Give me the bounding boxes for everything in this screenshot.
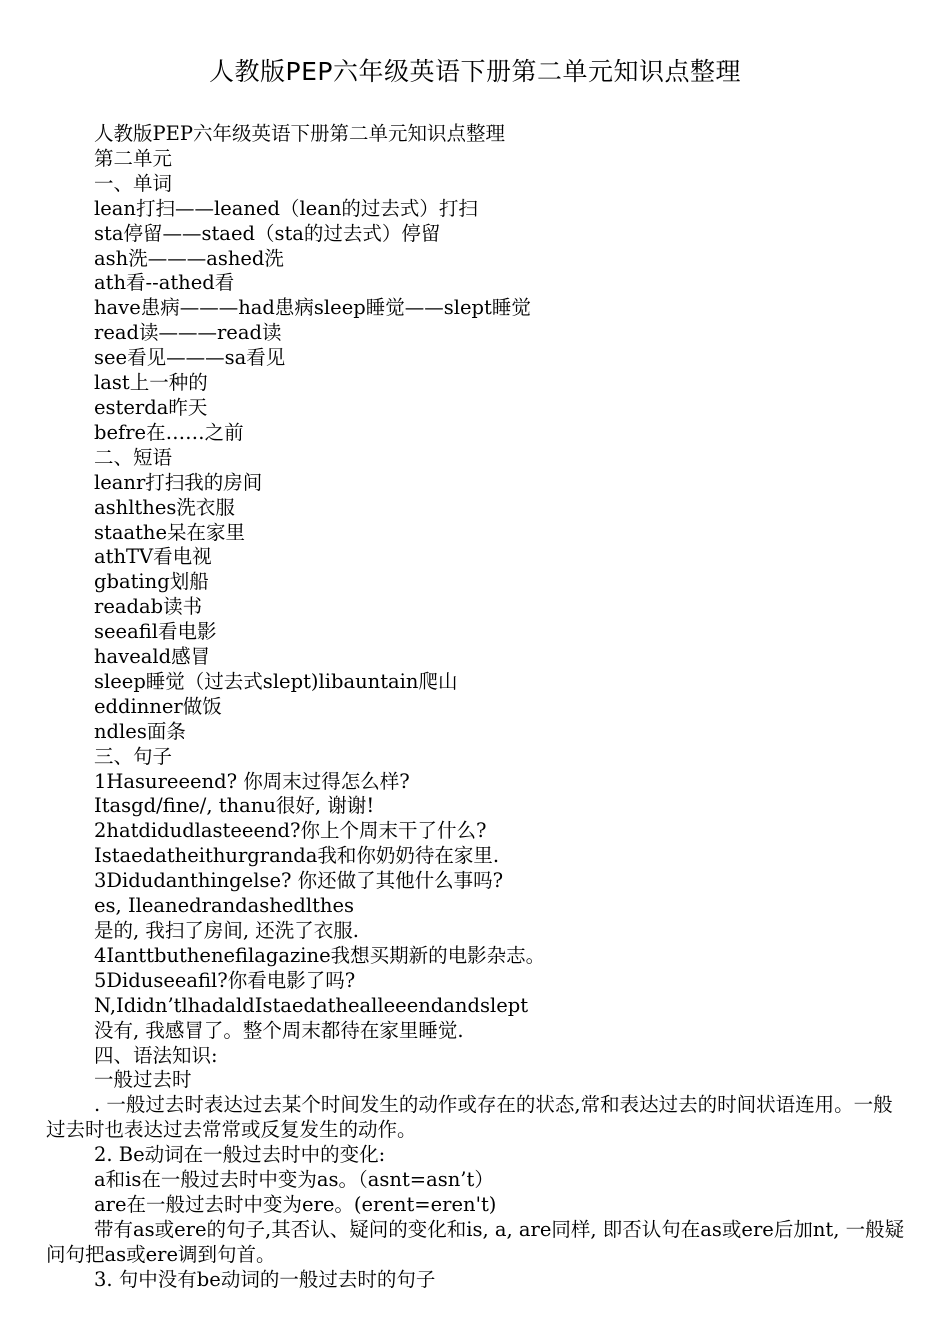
phrase-line: leanr打扫我的房间	[94, 470, 263, 494]
vocab-line: last上一种的	[94, 371, 208, 395]
vocab-line: befre在……之前	[94, 420, 244, 444]
section-heading: 二、短语	[94, 445, 173, 469]
phrase-line: staathe呆在家里	[94, 520, 246, 544]
phrase-line: seeafil看电影	[94, 620, 217, 644]
sentence-line: es, Ileanedrandashedlthes	[94, 894, 355, 918]
sentence-line: 没有, 我感冒了。整个周末都待在家里睡觉.	[94, 1018, 464, 1042]
document-title: 人教版PEP六年级英语下册第二单元知识点整理	[209, 57, 741, 86]
grammar-paragraph: 带有as或ere的句子,其否认、疑问的变化和is, a, are同样, 即否认句在as或ere后加nt, 一般疑问句把as或ere调到句首。	[46, 1217, 905, 1266]
vocab-line: ash洗———ashed洗	[94, 246, 284, 270]
sentence-line: Istaedatheithurgranda我和你奶奶待在家里.	[94, 844, 500, 868]
sentence-line: Itasgd/fine/, thanu很好, 谢谢!	[94, 794, 375, 818]
vocab-line: see看见———sa看见	[94, 346, 286, 370]
vocab-line: ath看--athed看	[94, 271, 235, 295]
sentence-line: 是的, 我扫了房间, 还洗了衣服.	[94, 919, 359, 942]
subsection-heading: 一般过去时	[94, 1068, 192, 1092]
section-heading: 四、语法知识:	[94, 1043, 218, 1067]
sentence-line: 5Diduseeafil?你看电影了吗?	[94, 968, 356, 992]
grammar-line: 3. 句中没有be动词的一般过去时的句子	[94, 1267, 436, 1291]
section-heading: 三、句子	[94, 744, 173, 768]
section-heading: 第二单元	[94, 146, 173, 170]
phrase-line: athTV看电视	[94, 545, 212, 569]
grammar-line: are在一般过去时中变为ere。(erent=eren't)	[94, 1192, 497, 1216]
section-heading: 一、单词	[94, 171, 173, 195]
vocab-line: lean打扫——leaned（lean的过去式）打扫	[94, 196, 478, 220]
phrase-line: ndles面条	[94, 719, 186, 743]
grammar-line: a和is在一般过去时中变为as。（asnt=asn’t）	[94, 1168, 494, 1192]
document-body	[46, 122, 912, 1293]
sentence-line: 3Didudanthingelse? 你还做了其他什么事吗?	[94, 869, 504, 893]
phrase-line: ashlthes洗衣服	[94, 495, 235, 519]
vocab-line: sta停留——staed（sta的过去式）停留	[94, 221, 441, 245]
sentence-line: 4Ianttbuthenefilagazine我想买期新的电影杂志。	[94, 943, 546, 967]
phrase-line: sleep睡觉（过去式slept)libauntain爬山	[94, 669, 458, 693]
vocab-line: esterda昨天	[94, 395, 208, 419]
vocab-line: have患病———had患病sleep睡觉——slept睡觉	[94, 296, 531, 320]
phrase-line: readab读书	[94, 595, 203, 619]
sentence-line: 1Hasureeend? 你周末过得怎么样?	[94, 769, 410, 793]
text-line: 人教版PEP六年级英语下册第二单元知识点整理	[94, 122, 505, 145]
sentence-line: N,Ididn’tlhadaldIstaedathealleeendandslept	[94, 993, 529, 1017]
grammar-paragraph: . 一般过去时表达过去某个时间发生的动作或存在的状态,常和表达过去的时间状语连用。一般过去时也表达过去常常或反复发生的动作。	[46, 1093, 893, 1142]
sentence-line: 2hatdidudlasteeend?你上个周末干了什么?	[94, 819, 487, 843]
phrase-line: haveald感冒	[94, 645, 211, 669]
vocab-line: read读———read读	[94, 321, 282, 345]
grammar-line: 2. Be动词在一般过去时中的变化:	[94, 1143, 386, 1167]
phrase-line: eddinner做饭	[94, 694, 222, 718]
phrase-line: gbating划船	[94, 570, 209, 594]
